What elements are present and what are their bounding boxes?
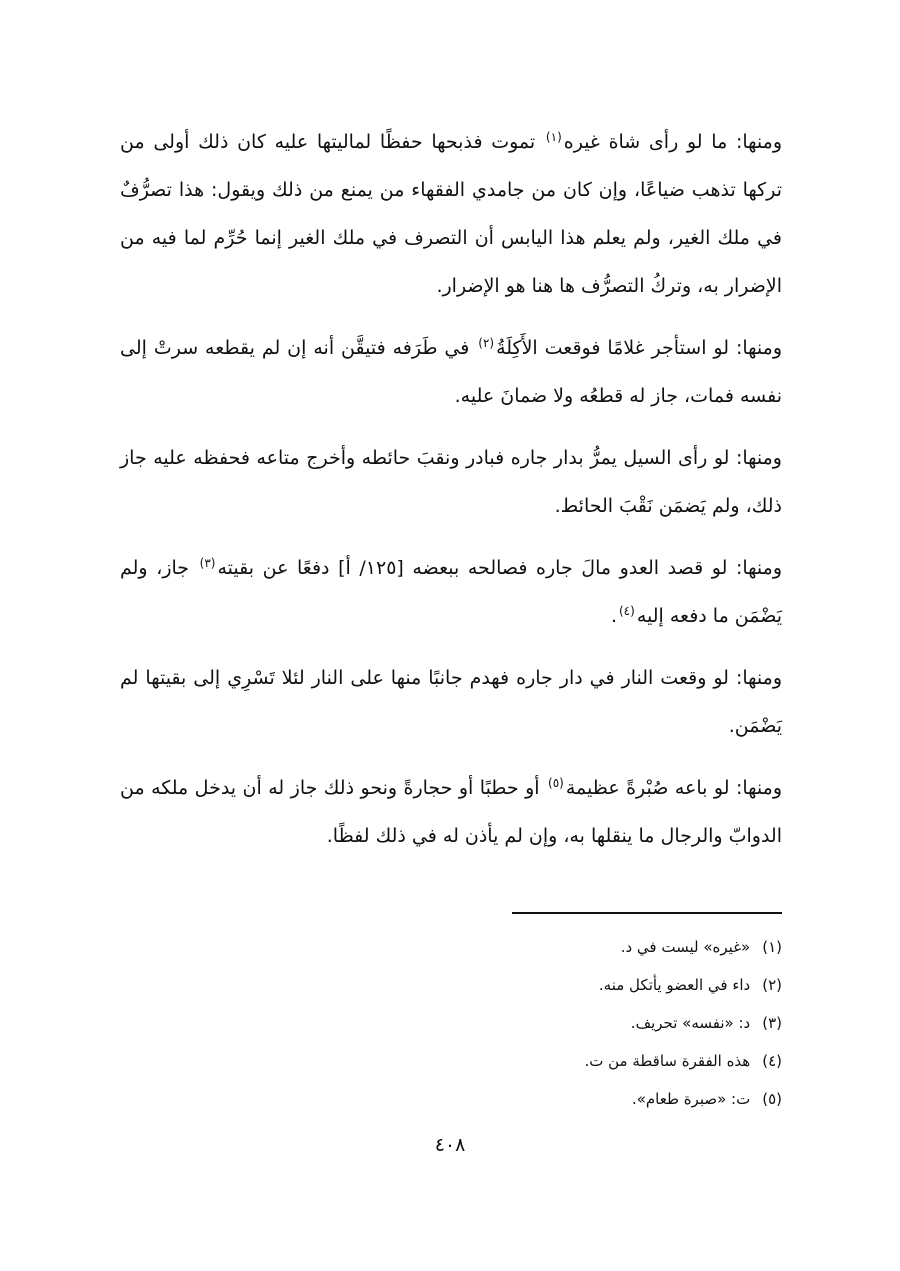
paragraph-1: [120, 118, 782, 310]
footnote-number: (١): [762, 938, 782, 956]
footnote-ref-2[interactable]: (٢): [478, 335, 495, 350]
footnote-text: د: «نفسه» تحريف.: [630, 1014, 751, 1032]
footnote-text: داء في العضو يأتكل منه.: [598, 976, 751, 994]
footnote-2: [142, 966, 782, 1004]
footnote-text: «غيره» ليست في د.: [620, 938, 751, 956]
paragraph-text: ومنها: لو قصد العدو مالَ جاره فصالحه ببعضه [١٢٥/ أ] دفعًا عن بقيته: [217, 557, 783, 579]
paragraph-text: ومنها: لو استأجر غلامًا فوقعت الأَكِلَةُ: [496, 337, 782, 359]
footnote-ref-4[interactable]: (٤): [618, 603, 635, 618]
footnotes: [142, 928, 782, 1118]
paragraph-5: [120, 654, 782, 750]
paragraph-3: [120, 434, 782, 530]
paragraph-text: .: [610, 605, 617, 627]
paragraph-text: جاز، ولم يَضْمَن ما دفعه إليه: [120, 557, 782, 627]
paragraph-text: أو حطبًا أو حجارةً ونحو ذلك جاز له أن يدخل ملكه من الدوابّ والرجال ما ينقلها به، وإن لم يأذن له في ذلك لفظًا.: [120, 777, 782, 847]
paragraph-2: [120, 324, 782, 420]
footnote-ref-3[interactable]: (٣): [199, 555, 216, 570]
footnote-5: [142, 1080, 782, 1118]
paragraph-text: ومنها: لو باعه صُبْرةً عظيمة: [565, 777, 782, 799]
main-text: [120, 118, 782, 874]
footnote-divider: [512, 912, 782, 914]
page-number: ٤٠٨: [434, 1134, 466, 1156]
footnote-number: (٣): [762, 1014, 782, 1032]
paragraph-text: تموت فذبحها حفظًا لماليتها عليه كان ذلك أولى من تركها تذهب ضياعًا، وإن كان من جامدي الفقهاء من يمنع من ذلك ويقول: هذا تصرُّفٌ في ملك الغير، ولم يعلم هذا اليابس أن التصرف في ملك الغير إنما حُرِّم لما فيه من الإضرار به، وتركُ التصرُّف ها هنا هو الإضرار.: [120, 131, 782, 297]
footnote-number: (٥): [762, 1090, 782, 1108]
footnote-number: (٢): [762, 976, 782, 994]
footnote-text: هذه الفقرة ساقطة من ت.: [584, 1052, 751, 1070]
paragraph-6: [120, 764, 782, 860]
paragraph-text: ومنها: لو وقعت النار في دار جاره فهدم جانبًا منها على النار لئلا تَسْرِي إلى بقيتها لم يَضْمَن.: [120, 667, 782, 737]
footnote-1: [142, 928, 782, 966]
footnote-text: ت: «صبرة طعام».: [631, 1090, 751, 1108]
paragraph-text: ومنها: ما لو رأى شاة غيره: [563, 131, 782, 153]
footnote-number: (٤): [762, 1052, 782, 1070]
footnote-ref-1[interactable]: (١): [545, 129, 562, 144]
paragraph-4: [120, 544, 782, 640]
footnote-4: [142, 1042, 782, 1080]
footnote-3: [142, 1004, 782, 1042]
footnote-ref-5[interactable]: (٥): [548, 775, 564, 790]
paragraph-text: ومنها: لو رأى السيل يمرُّ بدار جاره فبادر ونقبَ حائطه وأخرج متاعه فحفظه عليه جاز ذلك، ولم يَضمَن نَقْبَ الحائط.: [120, 447, 782, 517]
paragraph-text: في طَرَفه فتيقَّن أنه إن لم يقطعه سرتْ إلى نفسه فمات، جاز له قطعُه ولا ضمانَ عليه.: [120, 337, 782, 407]
